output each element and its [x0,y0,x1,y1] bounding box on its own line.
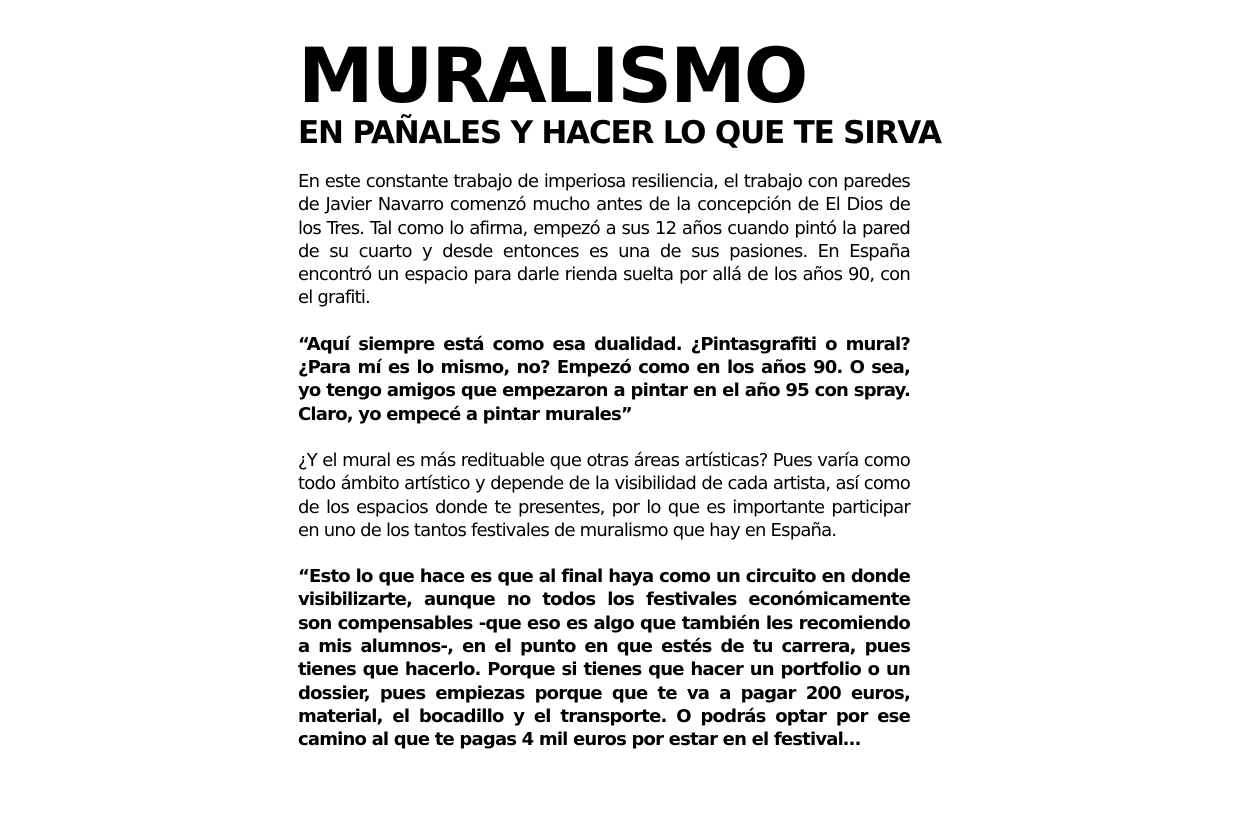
article-title: MURALISMO [298,31,807,120]
article-body [298,170,910,752]
quote-paragraph: “Aquí siempre está como esa dualidad. ¿Pintasgrafiti o mural? ¿Para mí es lo mismo, no? Empezó como en los años 90. O sea, yo tengo amigos que empezaron a pintar en el año 95 con spray. Claro, yo empecé a pintar murales” [298,333,910,425]
article-subtitle: EN PAÑALES Y HACER LO QUE TE SIRVA [298,115,941,151]
article [298,31,958,775]
body-paragraph: ¿Y el mural es más redituable que otras áreas artísticas? Pues varía como todo ámbito artístico y depende de la visibilidad de cada artista, así como de los espacios donde te presentes, por lo que es importante participar en uno de los tantos festivales de muralismo que hay en España. [298,449,910,541]
body-paragraph: En este constante trabajo de imperiosa resiliencia, el trabajo con paredes de Javier Navarro comenzó mucho antes de la concepción de El Dios de los Tres. Tal como lo afirma, empezó a sus 12 años cuando pintó la pared de su cuarto y desde entonces es una de sus pasiones. En España encontró un espacio para darle rienda suelta por allá de los años 90, con el grafiti. [298,171,910,309]
quote-paragraph: “Esto lo que hace es que al final haya como un circuito en donde visibilizarte, aunque no todos los festivales económicamente son compensables -que eso es algo que también les recomiendo a mis alumnos-, en el punto en que estés de tu carrera, pues tienes que hacerlo. Porque si tienes que hacer un portfolio o un dossier, pues empiezas porque que te va a pagar 200 euros, material, el bocadillo y el transporte. O podrás optar por ese camino al que te pagas 4 mil euros por estar en el festival… [298,566,910,751]
